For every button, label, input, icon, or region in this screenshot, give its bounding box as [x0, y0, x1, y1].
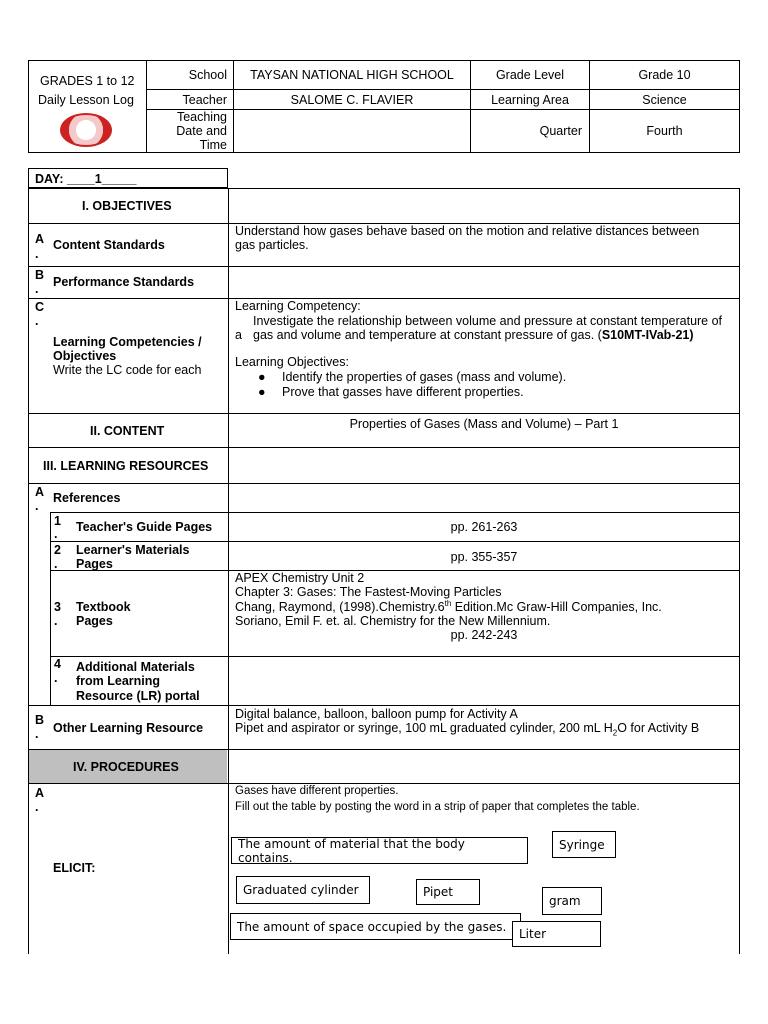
word-strip[interactable]: The amount of material that the body contains. [231, 837, 528, 864]
dot: . [54, 671, 58, 685]
dot: . [54, 557, 58, 571]
tb-line-2: Chapter 3: Gases: The Fastest-Moving Particles [235, 585, 502, 599]
tb-line-4: Soriano, Emil F. et. al. Chemistry for the New Millennium. [235, 614, 551, 628]
dot: . [35, 800, 39, 814]
dot: . [35, 282, 39, 296]
content-standards-text-2: gas particles. [235, 238, 309, 252]
learning-area-label: Learning Area [471, 90, 590, 110]
teaching-date-value [234, 110, 471, 153]
dot: . [35, 314, 39, 328]
am-label-2: from Learning [76, 674, 161, 688]
rule [28, 783, 740, 784]
dot: . [54, 614, 58, 628]
letter-c: C [35, 300, 45, 314]
word-strip[interactable]: Syringe [552, 831, 616, 858]
content-text: Properties of Gases (Mass and Volume) – Part 1 [349, 417, 619, 431]
rule [28, 705, 740, 706]
objectives-title: I. OBJECTIVES [82, 199, 172, 213]
log-title: Daily Lesson Log [38, 93, 134, 107]
rule [28, 298, 740, 299]
content-standards-text-1: Understand how gases behave based on the motion and relative distances between [235, 224, 700, 238]
resources-title: III. LEARNING RESOURCES [43, 459, 209, 473]
procedures-title: IV. PROCEDURES [73, 760, 179, 774]
lc-prefix: a [235, 328, 242, 342]
number-2: 2 [54, 543, 61, 557]
quarter-value: Fourth [590, 110, 740, 153]
left-column [28, 188, 229, 954]
procedure-line-2: Fill out the table by posting the word in a strip of paper that completes the table. [235, 801, 640, 813]
sub-column-rule [50, 512, 51, 705]
lm-label-1: Learner's Materials [76, 543, 190, 557]
teacher-value: SALOME C. FLAVIER [234, 90, 471, 110]
word-strip[interactable]: gram [542, 887, 602, 915]
lm-label-2: Pages [76, 557, 113, 571]
letter-a: A [35, 786, 45, 800]
lo-item: Prove that gasses have different properties. [282, 385, 524, 399]
dot: . [35, 247, 39, 261]
rule [50, 656, 740, 657]
rule [28, 266, 740, 267]
other-resource-line-2: Pipet and aspirator or syringe, 100 mL graduated cylinder, 200 mL $H_2O$ for Activity B [235, 721, 700, 738]
letter-b: B [35, 268, 45, 282]
day-label: DAY: ____1_____ [35, 172, 137, 186]
teaching-date-label: Teaching Date and Time [147, 110, 234, 153]
school-value: TAYSAN NATIONAL HIGH SCHOOL [234, 61, 471, 90]
lo-item: Identify the properties of gases (mass and volume). [282, 370, 567, 384]
grade-level-value: Grade 10 [590, 61, 740, 90]
lc-text-1: Investigate the relationship between volume and pressure at constant temperature of [253, 314, 723, 328]
tb-line-3: Chang, Raymond, (1998).Chemistry.6th Edition.Mc Graw-Hill Companies, Inc. [235, 599, 662, 615]
rule [28, 447, 740, 448]
word-strip[interactable]: Graduated cylinder [236, 876, 370, 904]
number-1: 1 [54, 514, 61, 528]
references-label: References [53, 491, 121, 505]
tg-label: Teacher's Guide Pages [76, 520, 213, 534]
grades-label: GRADES 1 to 12 [40, 74, 135, 88]
rule [50, 512, 740, 513]
word-strip[interactable]: Pipet [416, 879, 480, 905]
lm-pages: pp. 355-357 [450, 550, 518, 564]
bullet: ● [258, 370, 266, 384]
rule [28, 413, 740, 414]
tb-label-2: Pages [76, 614, 113, 628]
word-strip[interactable]: Liter [512, 921, 601, 947]
am-label-1: Additional Materials [76, 660, 195, 674]
rule [28, 188, 740, 189]
word-strip[interactable]: The amount of space occupied by the gases. [230, 913, 521, 940]
school-seal-logo [60, 113, 112, 147]
lo-heading: Learning Objectives: [235, 355, 349, 369]
school-label: School [147, 61, 234, 90]
lc-code-note: Write the LC code for each [53, 363, 202, 377]
tg-pages: pp. 261-263 [450, 520, 518, 534]
elicit-label: ELICIT: [53, 861, 96, 875]
tb-label-1: Textbook [76, 600, 131, 614]
number-4: 4 [54, 657, 61, 671]
lc-heading: Learning Competency: [235, 299, 361, 313]
lc-text-2: gas and volume and temperature at constant pressure of gas. (S10MT-IVab-21) [253, 328, 694, 342]
lc-code: S10MT-IVab-21) [601, 328, 694, 342]
bullet: ● [258, 385, 266, 399]
letter-b: B [35, 713, 45, 727]
dot: . [54, 527, 58, 541]
other-resource-label: Other Learning Resource [53, 721, 204, 735]
dot: . [35, 499, 39, 513]
rule [50, 570, 740, 571]
letter-a: A [35, 485, 45, 499]
tb-line-1: APEX Chemistry Unit 2 [235, 571, 365, 585]
content-standards-label: Content Standards [53, 238, 165, 252]
objectives-label: Objectives [53, 349, 117, 363]
dot: . [35, 727, 39, 741]
letter-a: A [35, 232, 45, 246]
competencies-label: Learning Competencies / [53, 335, 202, 349]
am-label-3: Resource (LR) portal [76, 689, 200, 703]
learning-area-value: Science [590, 90, 740, 110]
grade-level-label: Grade Level [471, 61, 590, 90]
content-title: II. CONTENT [90, 424, 165, 438]
procedure-line-1: Gases have different properties. [235, 785, 399, 797]
teacher-label: Teacher [147, 90, 234, 110]
rule [28, 483, 740, 484]
tb-line-5: pp. 242-243 [450, 628, 518, 642]
rule [50, 541, 740, 542]
performance-standards-label: Performance Standards [53, 275, 195, 289]
quarter-label: Quarter [471, 110, 590, 153]
number-3: 3 [54, 600, 61, 614]
other-resource-line-1: Digital balance, balloon, balloon pump for Activity A [235, 707, 518, 721]
